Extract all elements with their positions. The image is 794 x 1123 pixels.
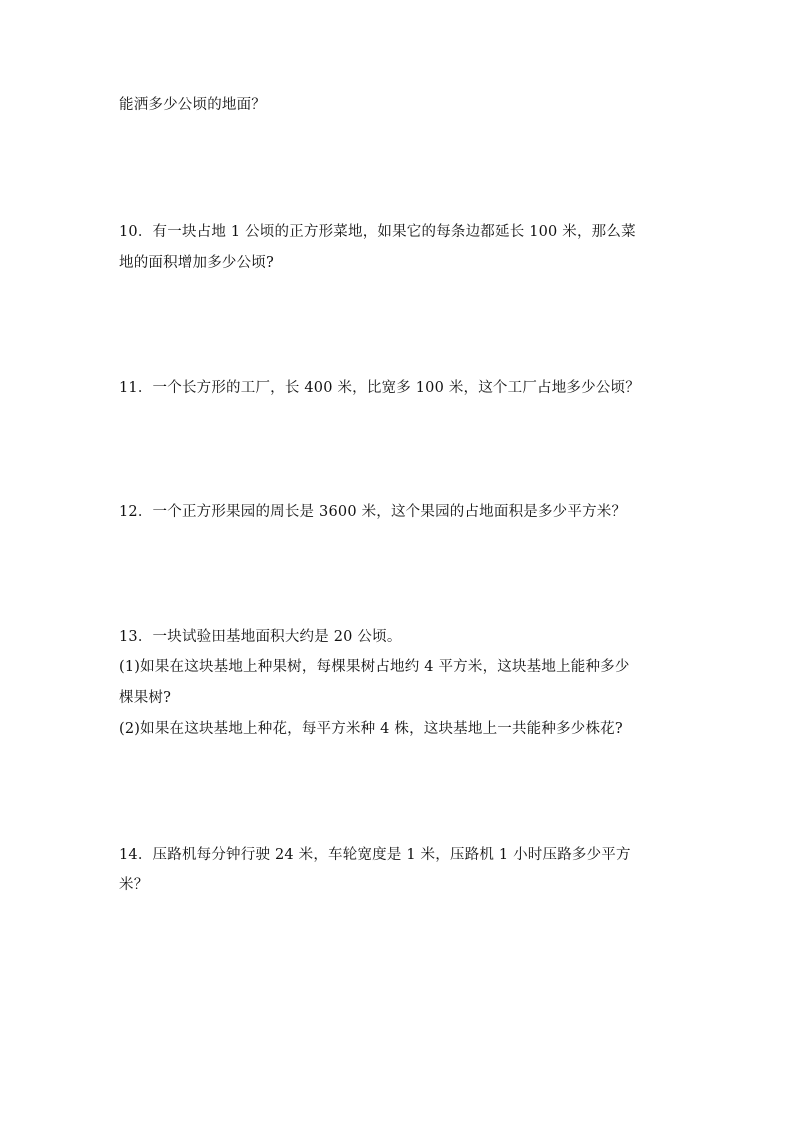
question-13-part-2-line-1: (2)如果在这块基地上种花，每平方米种 4 株，这块基地上一共能种多少株花? bbox=[119, 721, 623, 737]
continuation-text: 能洒多少公顷的地面？ bbox=[119, 97, 266, 113]
question-10-line-2: 地的面积增加多少公顷? bbox=[119, 255, 274, 271]
question-14-line-2: 米？ bbox=[119, 877, 149, 893]
question-10-line-1: 10．有一块占地 1 公顷的正方形菜地，如果它的每条边都延长 100 米，那么菜 bbox=[119, 224, 636, 240]
question-12-line-1: 12．一个正方形果园的周长是 3600 米，这个果园的占地面积是多少平方米？ bbox=[119, 504, 627, 520]
question-13-part-1-line-2: 棵果树? bbox=[119, 690, 172, 706]
question-11-line-1: 11．一个长方形的工厂，长 400 米，比宽多 100 米，这个工厂占地多少公顷？ bbox=[119, 380, 640, 396]
question-13-line-1: 13．一块试验田基地面积大约是 20 公顷。 bbox=[119, 629, 402, 645]
question-14-line-1: 14．压路机每分钟行驶 24 米，车轮宽度是 1 米，压路机 1 小时压路多少平方 bbox=[119, 847, 631, 863]
question-13-part-1-line-1: (1)如果在这块基地上种果树，每棵果树占地约 4 平方米，这块基地上能种多少 bbox=[119, 659, 630, 675]
